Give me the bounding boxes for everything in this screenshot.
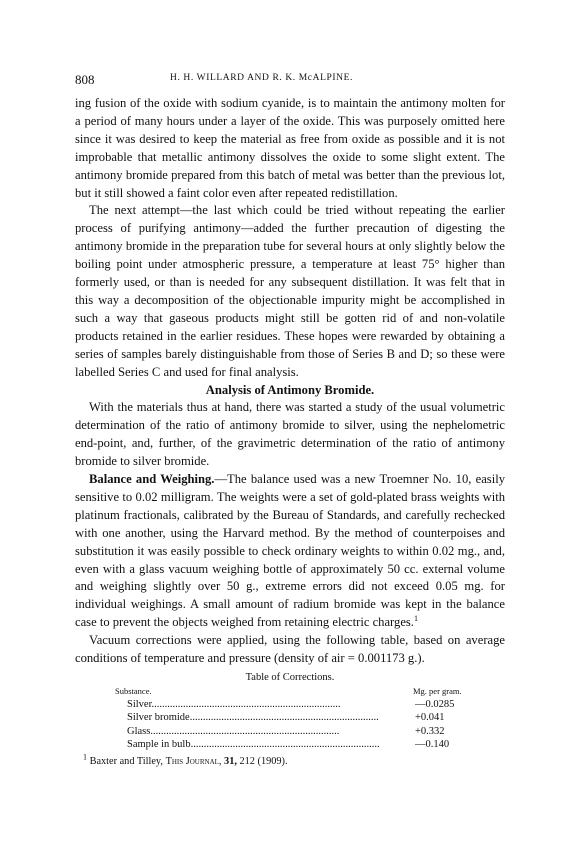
section-heading: Analysis of Antimony Bromide. bbox=[205, 382, 375, 397]
footnote-volume: 31, bbox=[224, 755, 237, 767]
page-number: 808 bbox=[75, 72, 95, 87]
paragraph-balance bbox=[75, 471, 505, 632]
page-header bbox=[75, 72, 505, 88]
paragraph-next-attempt: The next attempt—the last which could be tried without repeating the earlier process of purifying antimony—added the further precaution of digesting the antimony bromide in the preparation tube for several hours at only slightly below the boiling point under atmospheric pressure, a temperature at least 75° higher than formerly used, or than is needed for any subsequent distillation. It was felt that in this way a decomposition of the objectionable impurity might be accomplished in such a way that gaseous products might still be gotten rid of and non-volatile products retained in the earlier residues. These hopes were rewarded by obtaining a series of samples barely distinguishable from those of Series B and D; so these were labelled Series C and used for final analysis. bbox=[75, 203, 505, 379]
row-substance: Silver bromide........................................................................ bbox=[127, 712, 379, 724]
footnote-text-before: Baxter and Tilley, bbox=[89, 755, 163, 767]
table-title: Table of Corrections. bbox=[245, 672, 335, 683]
row-substance: Silver........................................................................ bbox=[127, 699, 341, 711]
row-value: —0.0285 bbox=[415, 699, 455, 711]
footnote bbox=[75, 752, 505, 768]
table-row bbox=[75, 711, 505, 724]
table-row bbox=[75, 725, 505, 738]
footnote-journal: This Journal, bbox=[165, 755, 222, 767]
table-row bbox=[75, 738, 505, 751]
running-head: H. H. WILLARD AND R. K. McALPINE. bbox=[170, 73, 353, 83]
column-header-substance: Substance. bbox=[115, 686, 152, 697]
footnote-mark: 1 bbox=[83, 752, 87, 762]
corrections-table bbox=[75, 671, 505, 751]
table-row bbox=[75, 698, 505, 711]
balance-text: —The balance used was a new Troemner No. 10, easily sensitive to 0.02 milligram. The weights were a set of gold-plated brass weights with platinum fractionals, calibrated by the Bureau of Standards, and carefully rechecked with one another, using the Harvard method. By the method of counterpoises and substitution it was easily possible to check ordinary weights to within 0.02 mg., and, even with a glass vacuum weighing bottle of approximately 50 cc. external volume and weighing slightly over 50 g., extreme errors did not exceed 0.05 mg. for individual weighings. A small amount of radium bromide was kept in the balance case to prevent the objects weighed from retaining electric charges. bbox=[75, 472, 505, 630]
row-value: +0.332 bbox=[415, 725, 445, 737]
column-header-value: Mg. per gram. bbox=[413, 686, 462, 697]
table-header bbox=[75, 685, 505, 698]
row-value: —0.140 bbox=[415, 738, 450, 750]
footnote-text-after: 212 (1909). bbox=[239, 755, 288, 767]
balance-lead: Balance and Weighing. bbox=[89, 472, 215, 487]
paragraph-analysis: With the materials thus at hand, there was started a study of the usual volumetric determination of the ratio of antimony bromide to silver, using the nephelometric end-point, and, further, of the gravimetric determination of the ratio of antimony bromide to silver bromide. bbox=[75, 400, 505, 469]
paragraph-vacuum: Vacuum corrections were applied, using the following table, based on average conditions of temperature and pressure (density of air = 0.001173 g.). bbox=[75, 633, 505, 666]
row-substance: Sample in bulb........................................................................ bbox=[127, 738, 380, 750]
row-substance: Glass........................................................................ bbox=[127, 725, 340, 737]
footnote-ref[interactable]: 1 bbox=[413, 614, 418, 624]
article-body bbox=[75, 95, 505, 768]
paragraph-continued: ing fusion of the oxide with sodium cyanide, is to maintain the antimony molten for a period of many hours under a layer of the oxide. This was purposely omitted here since it was desired to keep the material as free from oxide as possible and it is not improbable that metallic antimony dissolves the oxide to some slight extent. The antimony bromide prepared from this batch of metal was better than the previous lot, but it still showed a faint color even after repeated redistillation. bbox=[75, 96, 505, 200]
row-value: +0.041 bbox=[415, 712, 445, 724]
